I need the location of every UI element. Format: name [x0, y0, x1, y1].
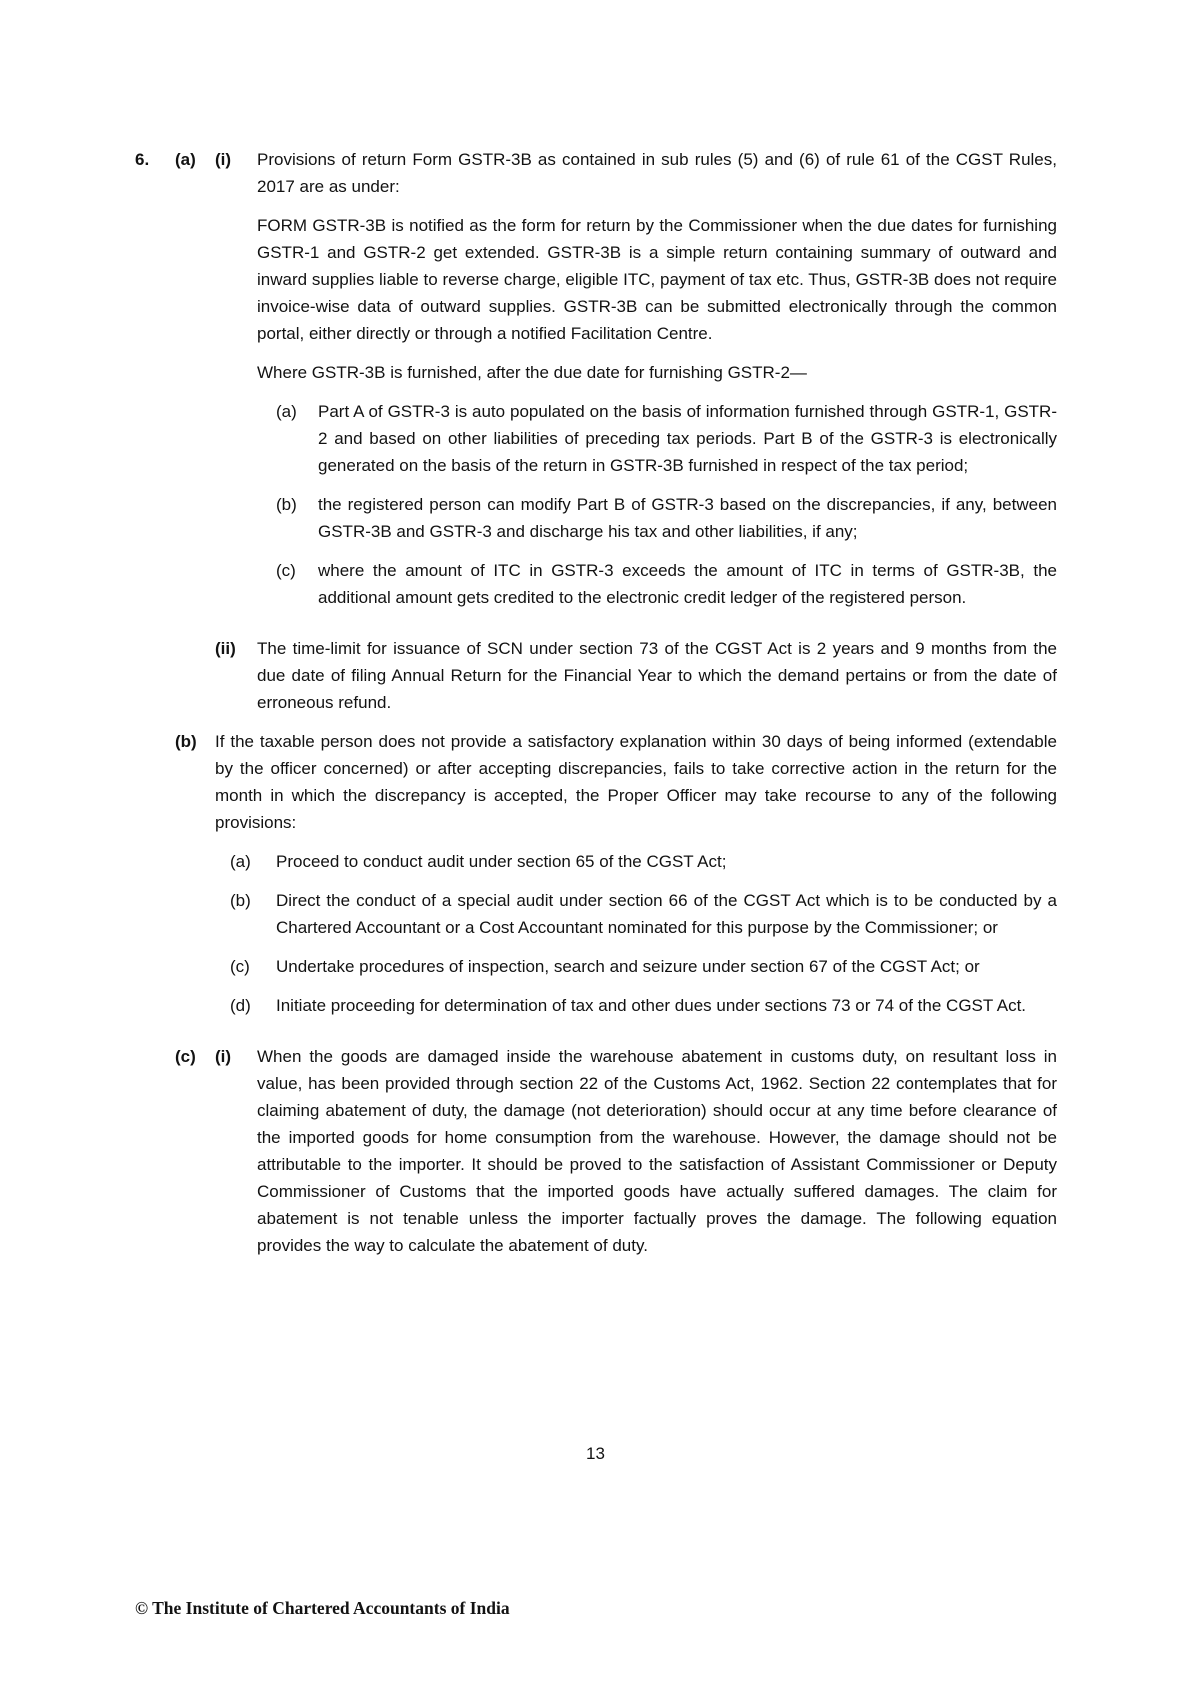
- clause-a-i-label: (i): [215, 150, 232, 169]
- section-b-sublist: [215, 848, 1057, 1019]
- list-item: [215, 887, 1057, 941]
- list-item-text: Undertake procedures of inspection, search and seizure under section 67 of the CGST Act; or: [276, 957, 980, 976]
- list-item-text: Initiate proceeding for determination of tax and other dues under sections 73 or 74 of the CGST Act.: [276, 996, 1027, 1015]
- list-item-label: (a): [230, 852, 251, 871]
- list-item-label: (d): [230, 996, 251, 1015]
- paragraph-section-b-intro: If the taxable person does not provide a satisfactory explanation within 30 days of being informed (extendable by the officer concerned) or after accepting discrepancies, fails to take corrective action in the return for the month in which the discrepancy is accepted, the Proper Officer may take recourse to any of the following provisions:: [215, 732, 1057, 832]
- clause-a-ii-content: [257, 635, 1057, 716]
- clause-c-i-content: [257, 1043, 1057, 1259]
- list-item-label: (c): [276, 561, 296, 580]
- list-item-text: the registered person can modify Part B of GSTR-3 based on the discrepancies, if any, between GSTR-3B and GSTR-3 and discharge his tax and other liabilities, if any;: [318, 495, 1057, 541]
- page-number: 13: [586, 1444, 605, 1463]
- list-item: [215, 992, 1057, 1019]
- section-c-label: (c): [175, 1047, 196, 1066]
- section-b-label: (b): [175, 732, 197, 751]
- list-item: [215, 848, 1057, 875]
- section-b: [135, 728, 1057, 1031]
- paragraph-provisions-intro: Provisions of return Form GSTR-3B as contained in sub rules (5) and (6) of rule 61 of the CGST Rules, 2017 are as under:: [257, 150, 1057, 196]
- list-item-label: (b): [230, 891, 251, 910]
- item-6: [135, 146, 1057, 623]
- list-item: [257, 491, 1057, 545]
- list-item-text: Direct the conduct of a special audit under section 66 of the CGST Act which is to be conducted by a Chartered Accountant or a Cost Accountant nominated for this purpose by the Commissioner; or: [276, 891, 1057, 937]
- paragraph-time-limit: The time-limit for issuance of SCN under section 73 of the CGST Act is 2 years and 9 months from the due date of filing Annual Return for the Financial Year to which the demand pertains or from the date of erroneous refund.: [257, 639, 1057, 712]
- list-item-label: (a): [276, 402, 297, 421]
- list-item: [257, 398, 1057, 479]
- list-item: [257, 557, 1057, 611]
- clause-a-ii: [135, 635, 1057, 716]
- list-item-label: (b): [276, 495, 297, 514]
- section-b-content: [215, 728, 1057, 1031]
- paragraph-where-gstr3b: Where GSTR-3B is furnished, after the due date for furnishing GSTR-2—: [257, 363, 807, 382]
- copyright-footer: © The Institute of Chartered Accountants of India: [135, 1598, 510, 1618]
- document-body: [135, 146, 1057, 1259]
- clause-a-ii-label: (ii): [215, 639, 236, 658]
- item-6-number: 6.: [135, 150, 150, 169]
- list-item: [215, 953, 1057, 980]
- section-c: [135, 1043, 1057, 1259]
- list-item-text: where the amount of ITC in GSTR-3 exceeds the amount of ITC in terms of GSTR-3B, the additional amount gets credited to the electronic credit ledger of the registered person.: [318, 561, 1057, 607]
- clause-a-i-sublist: [257, 398, 1057, 611]
- list-item-text: Part A of GSTR-3 is auto populated on the basis of information furnished through GSTR-1, GSTR-2 and based on other liabilities of preceding tax periods. Part B of the GSTR-3 is electronically generated on the basis of the return in GSTR-3B furnished in respect of the tax period;: [318, 402, 1057, 475]
- section-a-label: (a): [175, 150, 196, 169]
- list-item-text: Proceed to conduct audit under section 65 of the CGST Act;: [276, 852, 727, 871]
- paragraph-warehouse-abatement: When the goods are damaged inside the warehouse abatement in customs duty, on resultant loss in value, has been provided through section 22 of the Customs Act, 1962. Section 22 contemplates that for claiming abatement of duty, the damage (not deterioration) should occur at any time before clearance of the imported goods for home consumption from the warehouse. However, the damage should not be attributable to the importer. It should be proved to the satisfaction of Assistant Commissioner or Deputy Commissioner of Customs that the imported goods have actually suffered damages. The claim for abatement is not tenable unless the importer factually proves the damage. The following equation provides the way to calculate the abatement of duty.: [257, 1047, 1057, 1255]
- list-item-label: (c): [230, 957, 250, 976]
- paragraph-form-gstr3b: FORM GSTR-3B is notified as the form for return by the Commissioner when the due dates for furnishing GSTR-1 and GSTR-2 get extended. GSTR-3B is a simple return containing summary of outward and inward supplies liable to reverse charge, eligible ITC, payment of tax etc. Thus, GSTR-3B does not require invoice-wise data of outward supplies. GSTR-3B can be submitted electronically through the common portal, either directly or through a notified Facilitation Centre.: [257, 216, 1057, 343]
- clause-a-i-content: [257, 146, 1057, 623]
- clause-c-i-label: (i): [215, 1047, 232, 1066]
